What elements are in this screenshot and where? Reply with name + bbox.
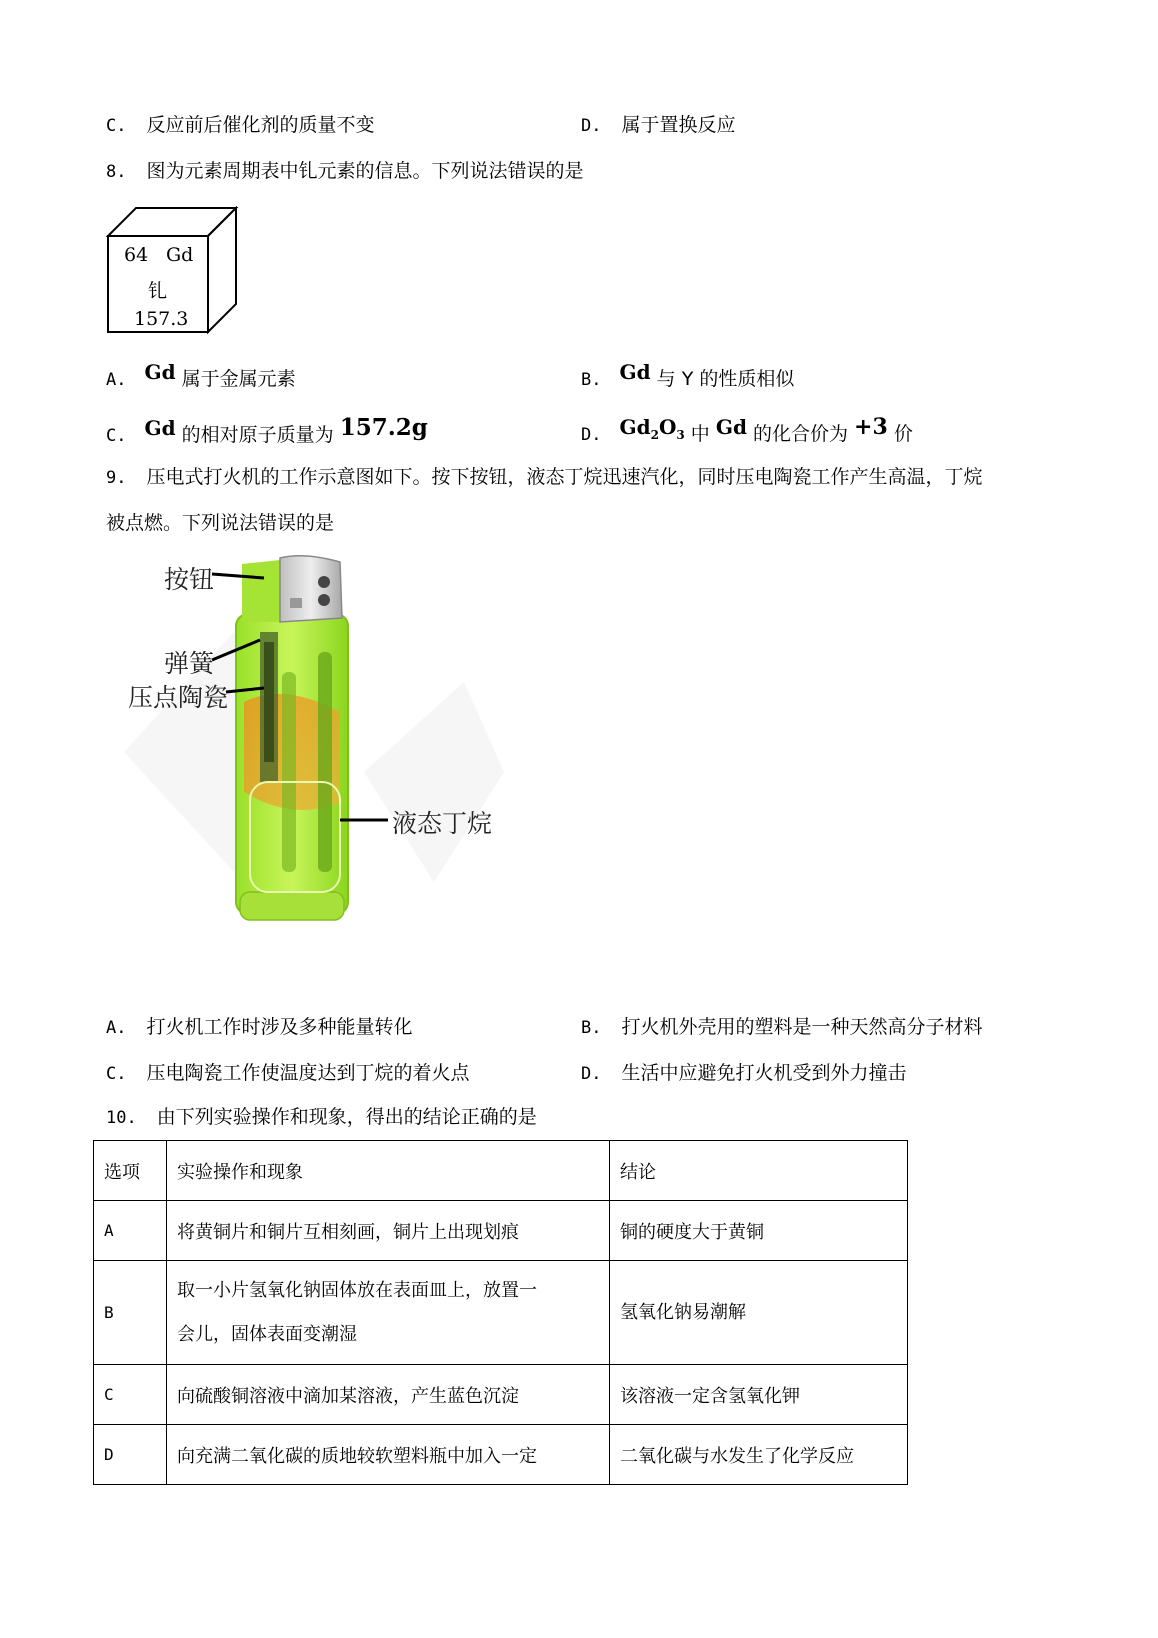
cell-operation-line2: 会儿，固体表面变潮湿 <box>177 1323 357 1345</box>
table-header-row <box>94 1141 908 1201</box>
option-text: 打火机工作时涉及多种能量转化 <box>146 1016 413 1038</box>
cell-operation: 将黄铜片和铜片互相刻画，铜片上出现划痕 <box>167 1201 610 1261</box>
lighter-figure <box>104 552 508 994</box>
option-text: 中 <box>690 423 710 445</box>
cell-option: B <box>94 1261 167 1365</box>
experiment-table <box>93 1140 908 1485</box>
cell-conclusion: 二氧化碳与水发生了化学反应 <box>610 1425 908 1485</box>
option-text: 的化合价为 <box>752 423 848 445</box>
formula-part: Gd <box>619 415 651 439</box>
element-symbol: Gd <box>166 244 194 266</box>
formula-gd: Gd <box>144 360 176 384</box>
q8-option-c <box>106 414 428 448</box>
option-letter: C. <box>106 1064 127 1084</box>
subscript: 2 <box>650 428 659 442</box>
valence-value: +3 <box>854 414 888 440</box>
q9-option-c <box>106 1062 470 1085</box>
option-text: 属于金属元素 <box>181 368 296 390</box>
cell-option: D <box>94 1425 167 1485</box>
label-ceramic: 压点陶瓷 <box>128 684 229 712</box>
formula-gd: Gd <box>144 416 176 440</box>
option-letter: C. <box>106 426 127 446</box>
atomic-mass: 157.3 <box>134 308 189 330</box>
q9-stem-line2: 被点燃。下列说法错误的是 <box>106 512 335 534</box>
option-letter: A. <box>106 370 127 390</box>
question-number: 10. <box>106 1108 137 1128</box>
formula-gd2o3 <box>619 415 685 442</box>
option-letter: D. <box>581 1064 602 1084</box>
cell-conclusion: 氢氧化钠易潮解 <box>610 1261 908 1365</box>
cell-option: A <box>94 1201 167 1261</box>
option-text: 生活中应避免打火机受到外力撞击 <box>621 1062 907 1084</box>
cell-operation-line1: 取一小片氢氧化钠固体放在表面皿上，放置一 <box>177 1279 537 1301</box>
table-row <box>94 1261 908 1365</box>
q9-option-a <box>106 1016 413 1039</box>
question-text: 压电式打火机的工作示意图如下。按下按钮，液态丁烷迅速汽化，同时压电陶瓷工作产生高温，丁烷 <box>146 466 983 488</box>
label-butane: 液态丁烷 <box>392 810 493 838</box>
option-text: 压电陶瓷工作使温度达到丁烷的着火点 <box>146 1062 470 1084</box>
option-letter: D. <box>581 116 602 136</box>
element-name: 钆 <box>148 280 168 302</box>
label-button: 按钮 <box>164 566 215 594</box>
q8-stem <box>106 160 584 183</box>
q7-option-c <box>106 114 375 137</box>
option-text: 反应前后催化剂的质量不变 <box>146 114 375 136</box>
cell-option: C <box>94 1365 167 1425</box>
atomic-number: 64 <box>124 244 149 266</box>
table-row <box>94 1365 908 1425</box>
q10-stem <box>106 1106 537 1129</box>
question-text: 图为元素周期表中钆元素的信息。下列说法错误的是 <box>146 160 584 182</box>
q7-option-d <box>581 114 736 137</box>
option-text: 价 <box>893 423 913 445</box>
cell-conclusion: 该溶液一定含氢氧化钾 <box>610 1365 908 1425</box>
formula-part: O <box>658 415 677 439</box>
table-row <box>94 1201 908 1261</box>
header-operation: 实验操作和现象 <box>167 1141 610 1201</box>
option-letter: C. <box>106 116 127 136</box>
question-text: 由下列实验操作和现象，得出的结论正确的是 <box>156 1106 537 1128</box>
cell-conclusion: 铜的硬度大于黄铜 <box>610 1201 908 1261</box>
cell-operation: 向硫酸铜溶液中滴加某溶液，产生蓝色沉淀 <box>167 1365 610 1425</box>
option-letter: D. <box>581 425 602 445</box>
option-letter: B. <box>581 1018 602 1038</box>
q9-option-b <box>581 1016 983 1039</box>
option-text: 打火机外壳用的塑料是一种天然高分子材料 <box>621 1016 983 1038</box>
mass-value: 157.2g <box>339 414 428 441</box>
option-text: 属于置换反应 <box>621 114 736 136</box>
cell-operation: 向充满二氧化碳的质地较软塑料瓶中加入一定 <box>167 1425 610 1485</box>
header-option: 选项 <box>94 1141 167 1201</box>
option-letter: A. <box>106 1018 127 1038</box>
question-number: 9. <box>106 468 127 488</box>
subscript: 3 <box>676 428 685 442</box>
q8-option-b <box>581 360 795 391</box>
lighter-illustration <box>104 552 508 994</box>
q8-option-d <box>581 414 913 448</box>
table-row <box>94 1425 908 1485</box>
q8-option-a <box>106 360 296 391</box>
option-letter: B. <box>581 370 602 390</box>
header-conclusion: 结论 <box>610 1141 908 1201</box>
formula-gd: Gd <box>619 360 651 384</box>
cell-operation <box>167 1261 610 1365</box>
label-spring: 弹簧 <box>164 650 215 678</box>
option-text: 的相对原子质量为 <box>181 424 334 446</box>
option-text: 与 Y 的性质相似 <box>656 368 795 390</box>
q9-option-d <box>581 1062 907 1085</box>
question-number: 8. <box>106 162 127 182</box>
q9-stem-line1 <box>106 466 983 489</box>
formula-gd: Gd <box>715 415 747 439</box>
